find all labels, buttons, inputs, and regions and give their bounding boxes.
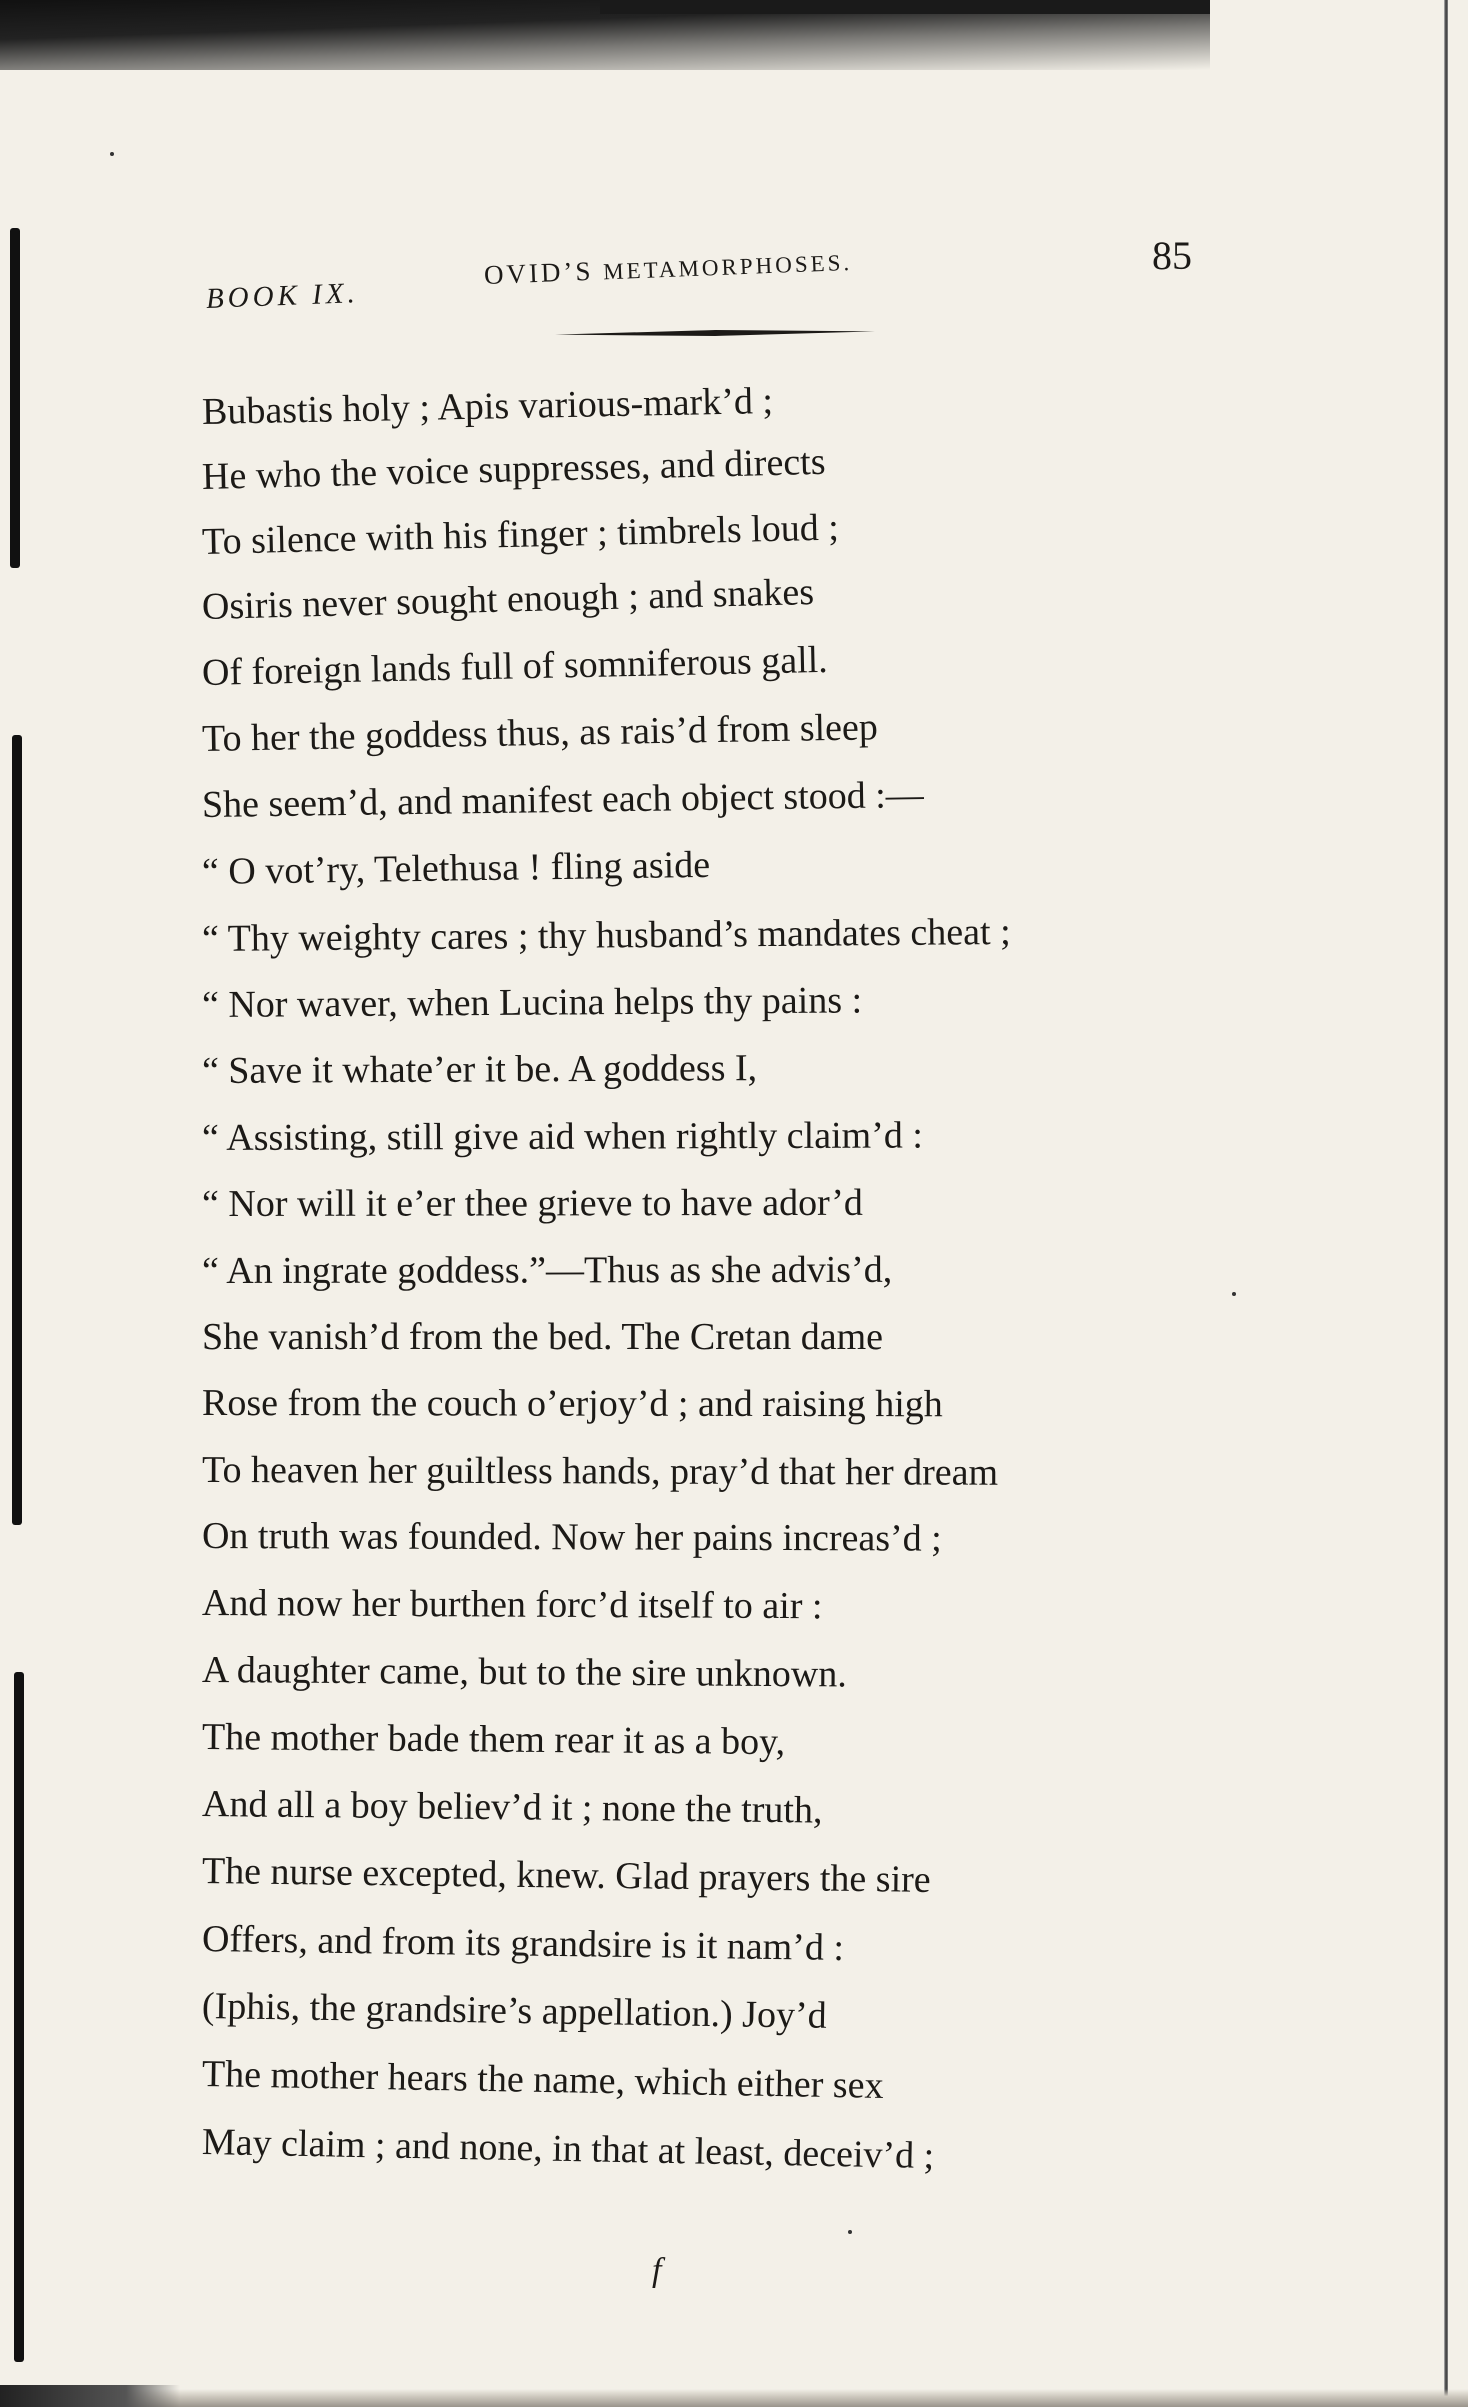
verse-line: She seem’d, and manifest each object stood :— xyxy=(201,773,925,826)
verse-line: To silence with his finger ; timbrels loud ; xyxy=(201,506,840,563)
verse-line: He who the voice suppresses, and directs xyxy=(201,440,826,498)
verse-line: And all a boy believ’d it ; none the truth, xyxy=(201,1783,823,1832)
verse-line: “ Nor will it e’er thee grieve to have ador’d xyxy=(201,1181,863,1225)
verse-line: The nurse excepted, knew. Glad prayers the sire xyxy=(201,1850,931,1901)
verse-line: “ Thy weighty cares ; thy husband’s mandates cheat ; xyxy=(201,910,1011,960)
verse-line: Of foreign lands full of somniferous gall. xyxy=(201,638,829,694)
verse-line: To her the goddess thus, as rais’d from sleep xyxy=(201,706,879,760)
verse-line: She vanish’d from the bed. The Cretan dame xyxy=(202,1316,883,1358)
verse-line: May claim ; and none, in that at least, deceiv’d ; xyxy=(201,2121,935,2178)
verse-line: And now her burthen forc’d itself to air : xyxy=(201,1582,823,1628)
signature-mark: f xyxy=(652,2252,662,2289)
verse-line: Osiris never sought enough ; and snakes xyxy=(201,571,815,628)
verse-line: A daughter came, but to the sire unknown. xyxy=(201,1649,847,1696)
running-title-main: METAMORPHOSES. xyxy=(602,249,853,285)
verse-line: To heaven her guiltless hands, pray’d that her dream xyxy=(201,1449,999,1494)
verse-line: Bubastis holy ; Apis various-mark’d ; xyxy=(201,380,774,433)
verse-line: “ Save it whate’er it be. A goddess I, xyxy=(201,1047,758,1092)
book-label: BOOK IX. xyxy=(205,277,360,315)
verse-line: “ An ingrate goddess.”—Thus as she advis’d, xyxy=(201,1248,893,1292)
verse-line: “ O vot’ry, Telethusa ! fling aside xyxy=(201,843,711,893)
verse-line: “ Nor waver, when Lucina helps thy pains : xyxy=(201,979,863,1026)
page-number: 85 xyxy=(1152,233,1192,278)
verse-line: On truth was founded. Now her pains increas’d ; xyxy=(201,1515,942,1560)
verse-line: Rose from the couch o’erjoy’d ; and raising high xyxy=(201,1382,943,1426)
verse-line: Offers, and from its grandsire is it nam’d : xyxy=(201,1918,845,1969)
verse-line: “ Assisting, still give aid when rightly claim’d : xyxy=(201,1114,923,1159)
verse-line: The mother bade them rear it as a boy, xyxy=(201,1716,786,1764)
running-title-prefix: OVID’S xyxy=(483,255,594,290)
verse-line: The mother hears the name, which either sex xyxy=(201,2053,884,2107)
verse-line: (Iphis, the grandsire’s appellation.) Joy’d xyxy=(201,1985,828,2037)
